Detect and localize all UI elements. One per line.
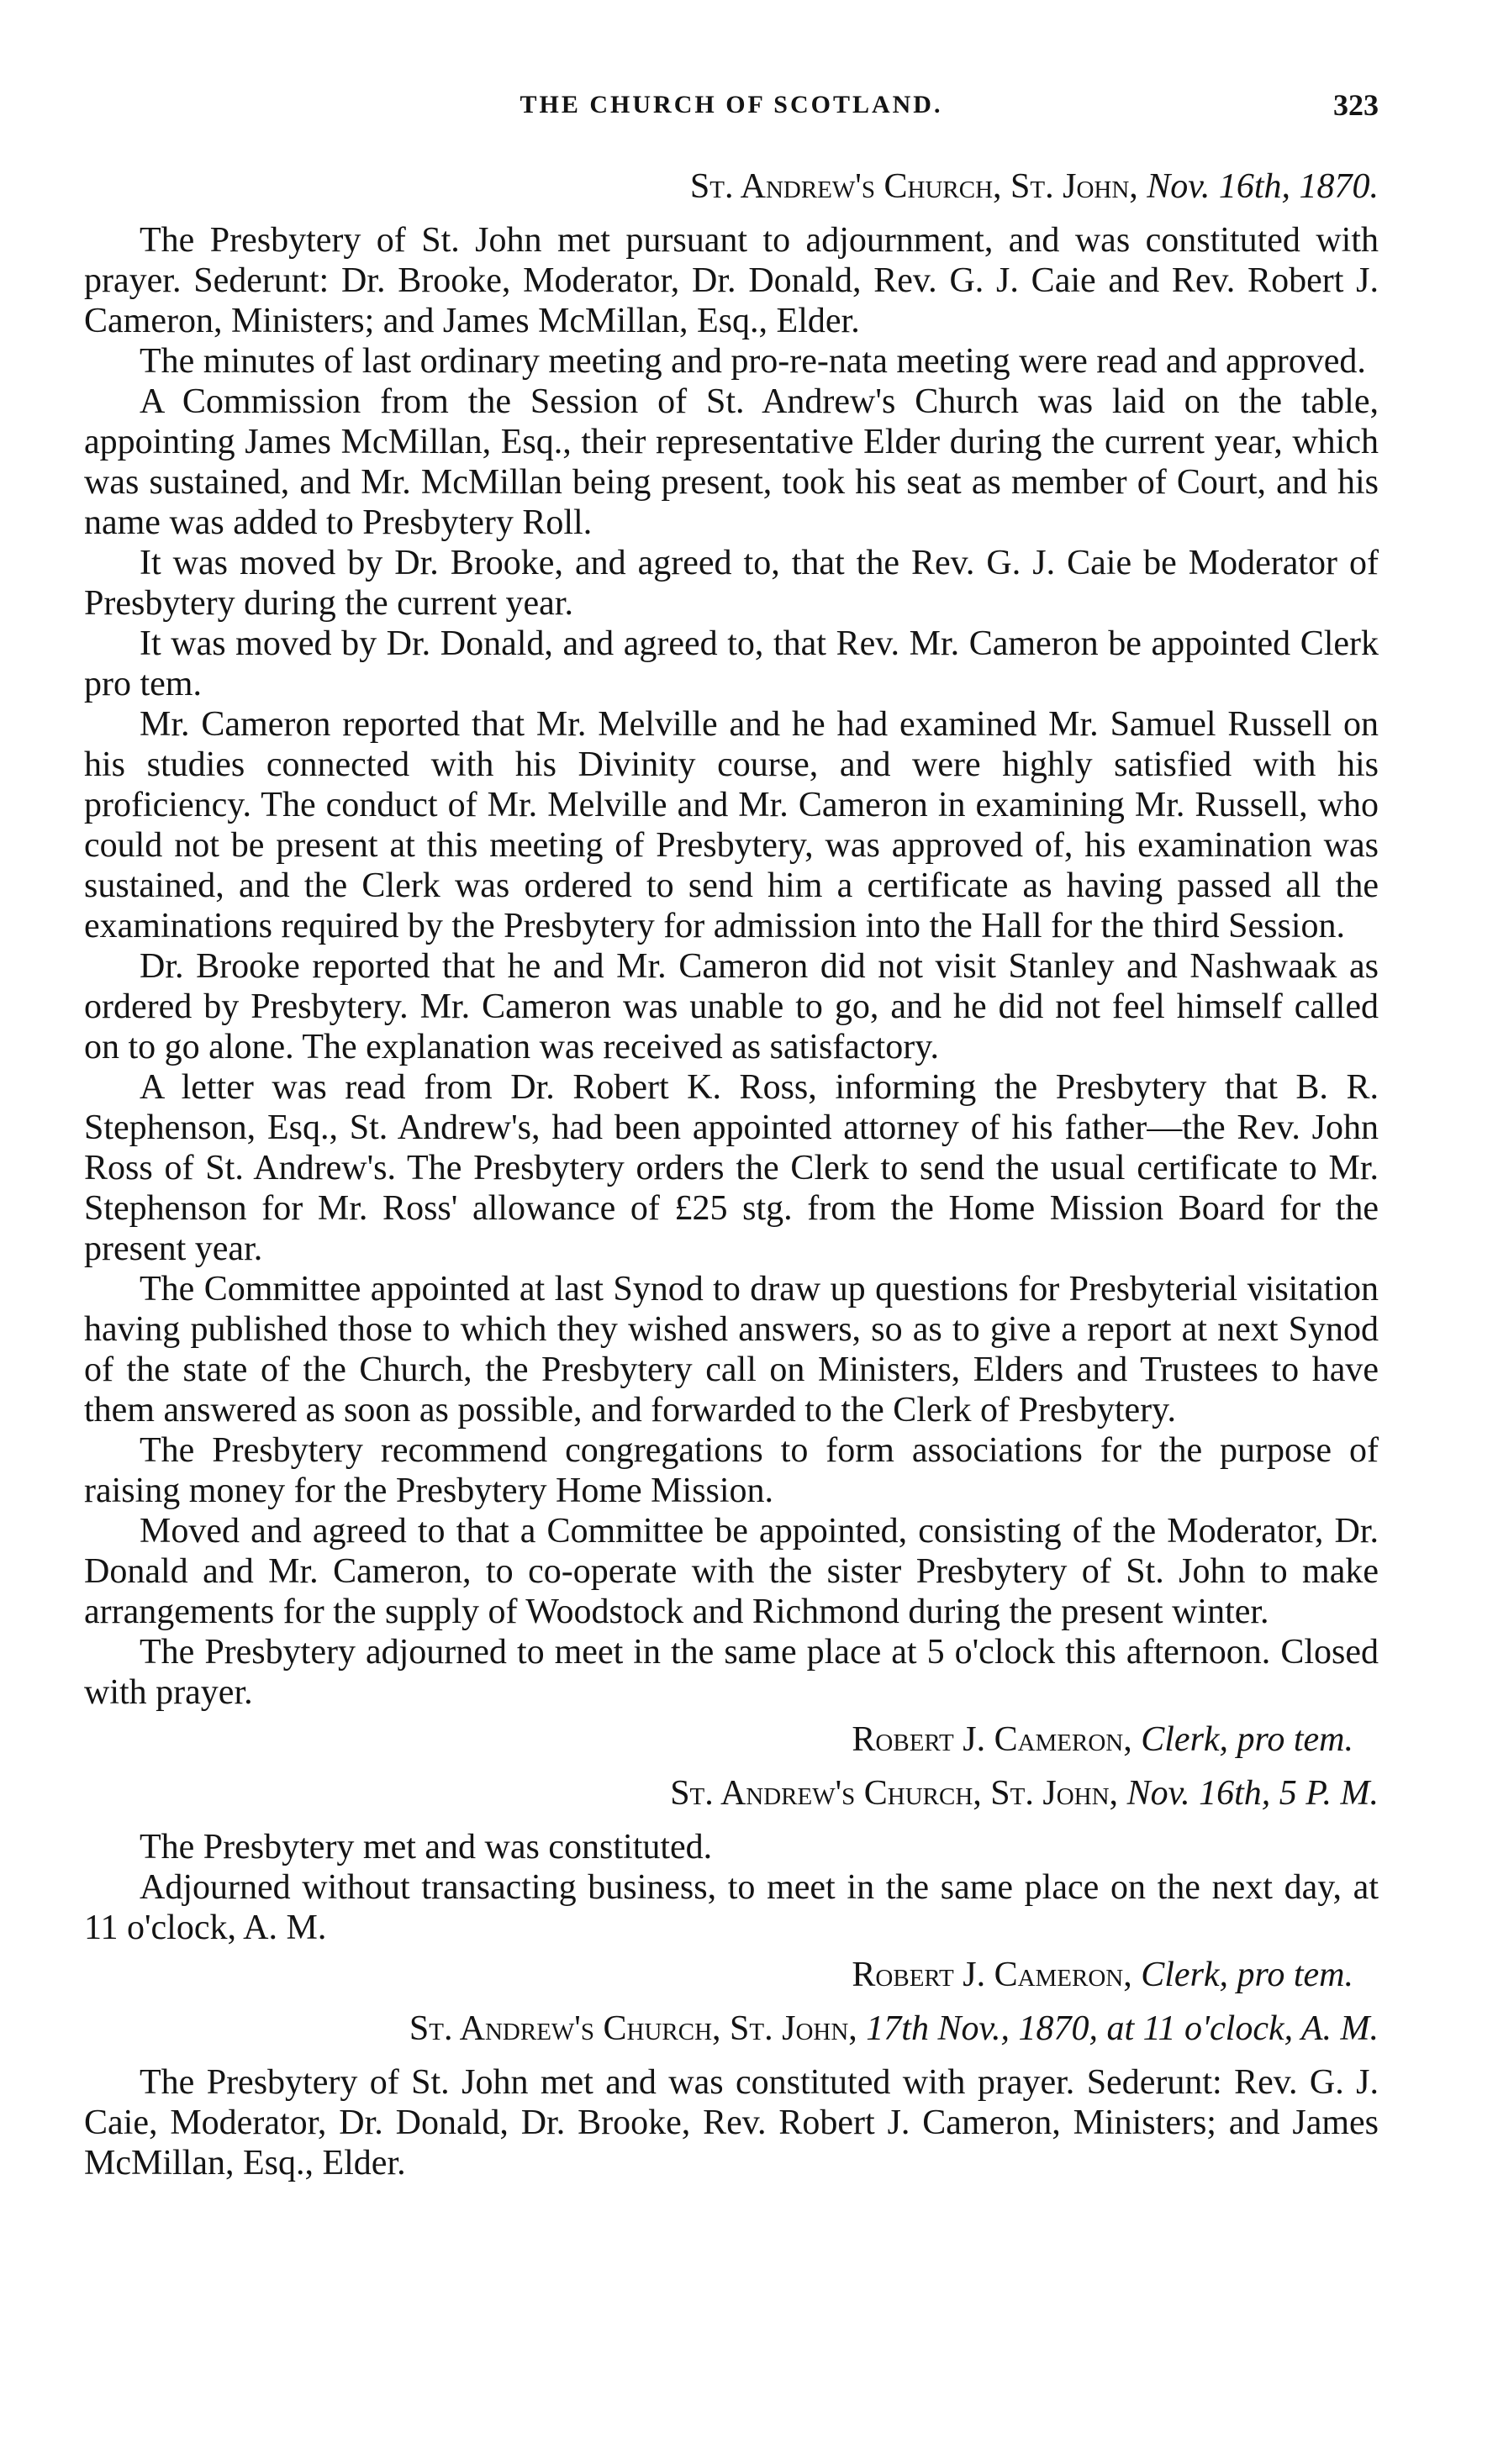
minutes-paragraph: The Presbytery met and was constituted. [140,1828,713,1866]
minutes-paragraph: The Presbytery of St. John met and was constituted with prayer. Sederunt: Rev. G. J. Caie, Moderator, Dr. Donald, Dr. Brooke, Rev. Robert J. Cameron, Ministers; and James McMillan, Esq., Elder. [84,2063,1379,2182]
minutes-paragraph: A letter was read from Dr. Robert K. Ross, informing the Presbytery that B. R. Stephenson, Esq., St. Andrew's, had been appointed attorney of his father—the Rev. John Ross of St. Andrew's. The Presbytery orders the Clerk to send the usual certificate to Mr. Stephenson for Mr. Ross' allowance of £25 stg. from the Home Mission Board for the present year. [84,1068,1379,1268]
minutes-paragraph: The Presbytery adjourned to meet in the same place at 5 o'clock this afternoon. Closed with prayer. [84,1633,1379,1712]
running-title: THE CHURCH OF SCOTLAND. [520,91,943,118]
minutes-paragraph: The Presbytery recommend congregations to form associations for the purpose of raising money for the Presbytery Home Mission. [84,1431,1379,1510]
meeting-heading-date: Nov. 16th, 5 P. M. [1126,1774,1379,1813]
meeting-heading-date: 17th Nov., 1870, at 11 o'clock, A. M. [866,2009,1379,2048]
minutes-paragraph: A Commission from the Session of St. Andrew's Church was laid on the table, appointing James McMillan, Esq., their representative Elder during the current year, which was sustained, and Mr. McMillan being present, took his seat as member of Court, and his name was added to Presbytery Roll. [84,382,1379,542]
meeting-heading [84,2009,1379,2049]
page-header [84,88,1379,133]
signature-role: Clerk, pro tem. [1141,1956,1353,1994]
meeting-heading [84,166,1379,207]
minutes-paragraph: The minutes of last ordinary meeting and pro-re-nata meeting were read and approved. [140,342,1366,381]
clerk-signature [84,1955,1379,1995]
minutes-paragraph: The Committee appointed at last Synod to draw up questions for Presbyterial visitation having published those to which they wished answers, so as to give a report at next Synod of the state of the Church, the Presbytery call on Ministers, Elders and Trustees to have them answered as soon as possible, and forwarded to the Clerk of Presbytery. [84,1270,1379,1429]
signature-name: Robert J. Cameron, [852,1956,1142,1994]
page-number: 323 [1333,88,1379,122]
minutes-paragraph: It was moved by Dr. Donald, and agreed to, that Rev. Mr. Cameron be appointed Clerk pro tem. [84,624,1379,703]
minutes-paragraph: Mr. Cameron reported that Mr. Melville and he had examined Mr. Samuel Russell on his studies connected with his Divinity course, and were highly satisfied with his proficiency. The conduct of Mr. Melville and Mr. Cameron in examining Mr. Russell, who could not be present at this meeting of Presbytery, was approved of, his examination was sustained, and the Clerk was ordered to send him a certificate as having passed all the examinations required by the Presbytery for admission into the Hall for the third Session. [84,705,1379,945]
meeting-heading-place: St. Andrew's Church, St. John, [670,1774,1127,1813]
signature-role: Clerk, pro tem. [1141,1720,1353,1759]
minutes-paragraph: Dr. Brooke reported that he and Mr. Cameron did not visit Stanley and Nashwaak as ordered by Presbytery. Mr. Cameron was unable to go, and he did not feel himself called on to go alone. The explanation was received as satisfactory. [84,947,1379,1066]
meeting-heading-date: Nov. 16th, 1870. [1147,167,1379,206]
clerk-signature [84,1719,1379,1760]
signature-name: Robert J. Cameron, [852,1720,1142,1759]
meeting-heading-place: St. Andrew's Church, St. John, [409,2009,867,2048]
minutes-paragraph: The Presbytery of St. John met pursuant to adjournment, and was constituted with prayer. Sederunt: Dr. Brooke, Moderator, Dr. Donald, Rev. G. J. Caie and Rev. Robert J. Cameron, Ministers; and James McMillan, Esq., Elder. [84,221,1379,340]
meeting-heading-place: St. Andrew's Church, St. John, [689,167,1147,206]
minutes-paragraph: Adjourned without transacting business, to meet in the same place on the next day, at 11 o'clock, A. M. [84,1868,1379,1947]
minutes-paragraph: It was moved by Dr. Brooke, and agreed to, that the Rev. G. J. Caie be Moderator of Presbytery during the current year. [84,544,1379,623]
meeting-heading [84,1773,1379,1814]
minutes-paragraph: Moved and agreed to that a Committee be appointed, consisting of the Moderator, Dr. Donald and Mr. Cameron, to co-operate with the sister Presbytery of St. John to make arrangements for the supply of Woodstock and Richmond during the present winter. [84,1512,1379,1631]
page-body [84,160,1379,2183]
